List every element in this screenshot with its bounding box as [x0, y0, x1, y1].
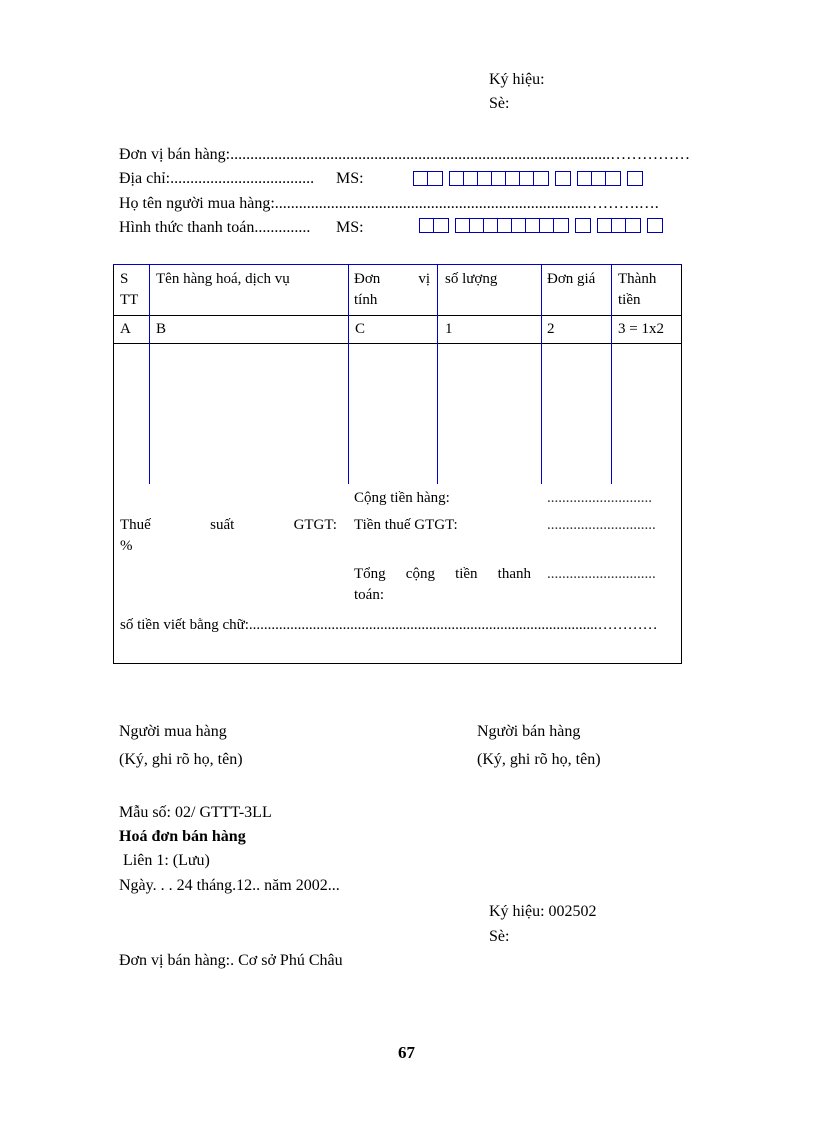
header-so-luong: số lượng — [445, 271, 498, 287]
address-line: Địa chỉ:.................................... — [119, 170, 315, 187]
tien-thue-label: Tiền thuế GTGT: — [354, 517, 458, 533]
invoice-title: Hoá đơn bán hàng — [119, 828, 246, 845]
header-stt — [120, 269, 138, 311]
page-number: 67 — [398, 1043, 415, 1062]
header-don-gia: Đơn giá — [547, 271, 596, 287]
col-divider — [611, 264, 612, 484]
buyer-signature-note: (Ký, ghi rõ họ, tên) — [119, 751, 243, 768]
ky-hieu-value: Ký hiệu: 002502 — [489, 903, 597, 920]
code-cell: C — [355, 321, 366, 337]
tax-code-group — [413, 171, 443, 186]
header-don-vi-line1 — [354, 269, 430, 290]
tong-cong-line1 — [354, 564, 531, 585]
header-don-vi-word: vị — [418, 271, 430, 287]
tax-code-boxes-2 — [419, 218, 669, 233]
cong-tien-hang-value: ............................ — [547, 490, 652, 506]
so-label-2: Sè: — [489, 928, 510, 945]
goods-table — [113, 264, 682, 484]
header-don-vi-word: Đơn — [354, 271, 381, 287]
don-vi-ban-hang: Đơn vị bán hàng:. Cơ sở Phú Châu — [119, 952, 343, 969]
tax-code-group — [627, 171, 643, 186]
tax-code-group — [597, 218, 641, 233]
lien: Liên 1: (Lưu) — [123, 852, 210, 869]
header-stt-line1: S — [120, 271, 129, 287]
buyer-name-line: Họ tên người mua hàng:..............................................................................……….…. — [119, 195, 659, 212]
bang-chu-line: số tiền viết bằng chữ:.............................................................................................………… — [120, 617, 658, 633]
tax-code-group — [647, 218, 663, 233]
summary-box — [113, 484, 682, 664]
tong-cong-label — [354, 564, 531, 606]
tong-cong-value: ............................. — [547, 566, 656, 582]
tong-cong-word: tiền — [455, 566, 478, 582]
tax-code-group — [555, 171, 571, 186]
header-thanh-tien-line1: Thành — [618, 271, 657, 287]
header-ten-hang: Tên hàng hoá, dịch vụ — [156, 271, 290, 287]
thue-suat-word: Thuế — [120, 517, 151, 533]
tien-thue-value: ............................. — [547, 517, 656, 533]
seller-signature-note: (Ký, ghi rõ họ, tên) — [477, 751, 601, 768]
code-cell: B — [156, 321, 167, 337]
buyer-signature-title: Người mua hàng — [119, 723, 227, 740]
col-divider — [437, 264, 438, 484]
cong-tien-hang-label: Cộng tiền hàng: — [354, 490, 450, 506]
mau-so: Mẫu số: 02/ GTTT-3LL — [119, 804, 272, 821]
payment-line: Hình thức thanh toán.............. — [119, 219, 311, 236]
tax-code-group — [575, 218, 591, 233]
ngay: Ngày. . . 24 tháng.12.. năm 2002... — [119, 877, 340, 894]
tong-cong-line2: toán: — [354, 587, 384, 603]
so-label: Sè: — [489, 95, 510, 112]
header-don-vi — [354, 269, 430, 311]
thue-suat-percent: % — [120, 538, 133, 554]
tong-cong-word: cộng — [405, 566, 435, 582]
tax-code-group — [419, 218, 449, 233]
header-stt-line2: TT — [120, 292, 139, 308]
header-thanh-tien-line2: tiền — [618, 292, 641, 308]
code-cell: A — [120, 321, 131, 337]
code-cell: 3 = 1x2 — [618, 321, 664, 337]
seller-signature-title: Người bán hàng — [477, 723, 581, 740]
code-cell: 2 — [547, 321, 555, 337]
table-top-rule — [113, 264, 682, 265]
col-divider — [541, 264, 542, 484]
thue-suat-label — [120, 515, 337, 557]
tax-code-group — [577, 171, 621, 186]
thue-suat-line1 — [120, 515, 337, 536]
tax-code-group — [455, 218, 569, 233]
ms-label-1: MS: — [336, 170, 364, 187]
col-divider — [348, 264, 349, 484]
table-header-rule — [114, 315, 681, 316]
tong-cong-word: thanh — [497, 566, 531, 582]
tax-code-boxes-1 — [413, 171, 649, 186]
header-thanh-tien — [618, 269, 656, 311]
seller-line: Đơn vị bán hàng:...............................................................................................…………… — [119, 146, 691, 163]
ky-hieu-label: Ký hiệu: — [489, 71, 545, 88]
thue-suat-word: suất — [210, 517, 235, 533]
tong-cong-word: Tổng — [354, 566, 386, 582]
code-cell: 1 — [445, 321, 453, 337]
header-don-vi-line2: tính — [354, 292, 378, 308]
col-divider — [149, 264, 150, 484]
thue-suat-word: GTGT: — [293, 517, 337, 533]
tax-code-group — [449, 171, 549, 186]
table-code-rule — [114, 343, 681, 344]
ms-label-2: MS: — [336, 219, 364, 236]
